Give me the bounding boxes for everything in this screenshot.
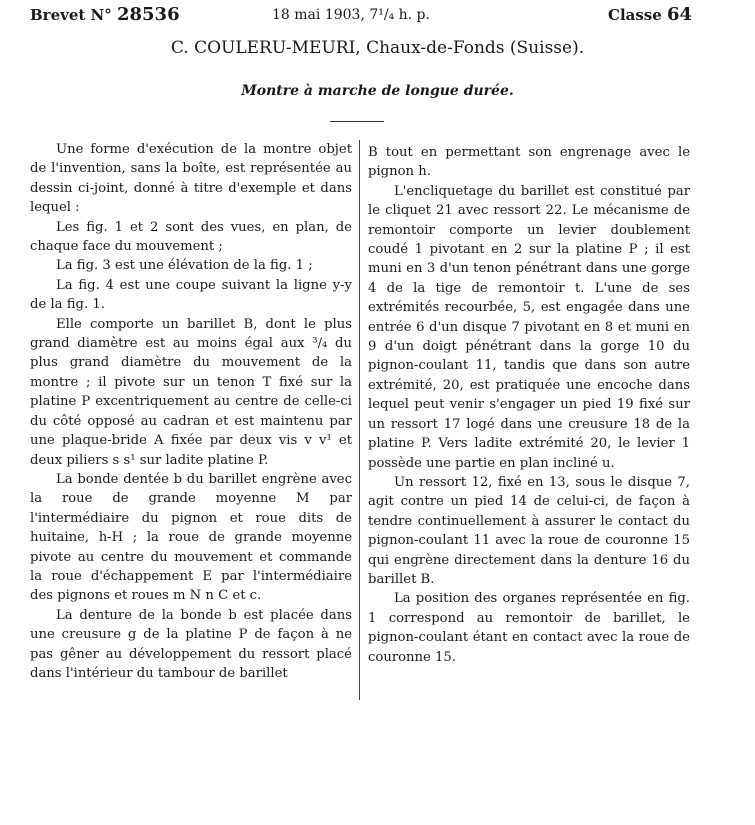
paragraph: Elle comporte un barillet B, dont le plus grand diamètre est au moins égal aux ³/₄ du plus grand diamètre du mouvement de la montre ; il pivote sur un tenon T fixé sur la platine P excentriquement au centre de celle-ci du côté opposé au cadran et est maintenu par une plaque-bride A fixée par deux vis v v¹ et deux piliers s s¹ sur ladite platine P. [30, 316, 352, 468]
brevet-header [30, 4, 180, 25]
paragraph: La fig. 3 est une élévation de la fig. 1 ; [56, 258, 313, 274]
left-column [30, 140, 352, 683]
date-power: 18 mai 1903, 7¹/₄ h. p. [272, 7, 430, 23]
paragraph: La denture de la bonde b est placée dans une creusure g de la platine P de façon à ne pas gêner au développement du ressort placé dans l'intérieur du tambour de barillet [30, 607, 352, 681]
brevet-label: Brevet N° [30, 6, 112, 24]
paragraph: Une forme d'exécution de la montre objet de l'invention, sans la boîte, est représentée au dessin ci-joint, donné à titre d'exemple et dans lequel : [30, 142, 352, 216]
paragraph: Un ressort 12, fixé en 13, sous le disque 7, agit contre un pied 14 de celui-ci, de façon à tendre continuellement à assurer le contact du pignon-coulant 11 avec la roue de couronne 15 qui engrène directement dans la denture 16 du barillet B. [368, 474, 690, 587]
paragraph: Les fig. 1 et 2 sont des vues, en plan, de chaque face du mouvement ; [30, 219, 352, 255]
classe-number: 64 [667, 4, 693, 25]
paragraph: La bonde dentée b du barillet engrène avec la roue de grande moyenne M par l'intermédiaire du pignon et roue dits de huitaine, h-H ; la roue de grande moyenne pivote au centre du mouvement et commande la roue d'échappement E par l'intermédiaire des pignons et roues m N n C et c. [30, 471, 352, 604]
document-title: Montre à marche de longue durée. [241, 83, 514, 99]
column-divider [359, 140, 360, 700]
paragraph: La fig. 4 est une coupe suivant la ligne y-y de la fig. 1. [30, 277, 352, 313]
title-rule [330, 121, 384, 122]
right-column [368, 143, 690, 667]
classe-header [608, 4, 692, 25]
author-line: C. COULERU-MEURI, Chaux-de-Fonds (Suisse). [170, 38, 585, 58]
paragraph: L'encliquetage du barillet est constitué par le cliquet 21 avec ressort 22. Le mécanisme de remontoir comporte un levier doublement coudé 1 pivotant en 2 sur la platine P ; il est muni en 3 d'un tenon pénétrant dans une gorge 4 de la tige de remontoir t. L'une de ses extrémités recourbée, 5, est engagée dans une entrée 6 d'un disque 7 pivotant en 8 et muni en 9 d'un doigt pénétrant dans la gorge 10 du pignon-coulant 11, tandis que dans son autre extrémité, 20, est pratiquée une encoche dans lequel peut venir s'engager un pied 19 fixé sur un ressort 17 logé dans une creusure 18 de la platine P. Vers ladite extrémité 20, le levier 1 possède une partie en plan incliné u. [368, 183, 690, 471]
paragraph: B tout en permettant son engrenage avec le pignon h. [368, 145, 690, 180]
classe-label: Classe [608, 6, 662, 24]
paragraph: La position des organes représentée en fig. 1 correspond au remontoir de barillet, le pignon-coulant étant en contact avec la roue de couronne 15. [368, 591, 690, 665]
brevet-number: 28536 [116, 4, 180, 25]
